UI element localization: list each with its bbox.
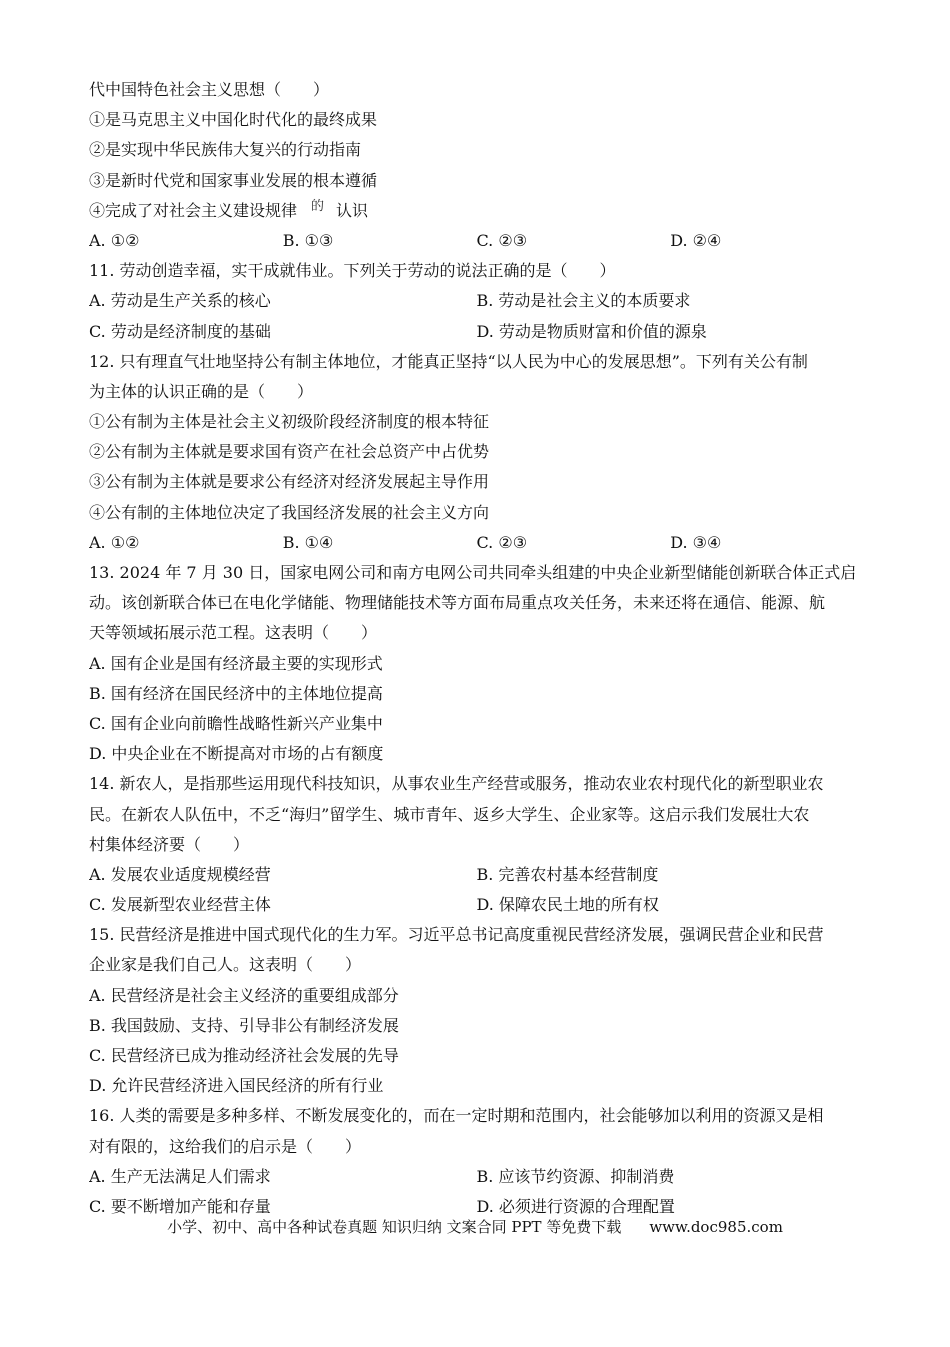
q13-stem-line-3: 天等领域拓展示范工程。这表明（ ）	[89, 623, 378, 643]
q16-option-a: A. 生产无法满足人们需求	[89, 1166, 271, 1186]
q16-option-c: C. 要不断增加产能和存量	[89, 1196, 271, 1216]
q14-option-a: A. 发展农业适度规模经营	[89, 864, 271, 884]
q10-item-2: ②是实现中华民族伟大复兴的行动指南	[89, 140, 362, 160]
q13-stem-line-2: 动。该创新联合体已在电化学储能、物理储能技术等方面布局重点攻关任务，未来还将在通信、能源、航	[89, 593, 826, 613]
q12-option-a: A. ①②	[89, 532, 140, 552]
q13-stem-line-1: 13. 2024 年 7 月 30 日，国家电网公司和南方电网公司共同牵头组建的中央企业新型储能创新联合体正式启	[89, 563, 857, 582]
q10-item-4-sup: 的	[311, 198, 325, 214]
q13-option-a: A. 国有企业是国有经济最主要的实现形式	[89, 653, 383, 673]
q10-item-4	[89, 196, 864, 226]
q12-options	[89, 528, 864, 558]
q12-item-1: ①公有制为主体是社会主义初级阶段经济制度的根本特征	[89, 412, 490, 432]
q10-option-c: C. ②③	[476, 230, 528, 250]
q11-stem: 11. 劳动创造幸福，实干成就伟业。下列关于劳动的说法正确的是（ ）	[89, 261, 616, 281]
q13-option-d: D. 中央企业在不断提高对市场的占有额度	[89, 744, 384, 764]
q10-item-4-post: 认识	[336, 200, 369, 220]
q12-item-2: ②公有制为主体就是要求国有资产在社会总资产中占优势	[89, 442, 490, 462]
q10-item-3: ③是新时代党和国家事业发展的根本遵循	[89, 170, 378, 190]
q12-item-3: ③公有制为主体就是要求公有经济对经济发展起主导作用	[89, 472, 490, 492]
q16-stem-line-1: 16. 人类的需要是多种多样、不断发展变化的，而在一定时期和范围内，社会能够加以利用的资源又是相	[89, 1106, 824, 1126]
q12-option-b: B. ①④	[282, 532, 334, 552]
q11-option-b: B. 劳动是社会主义的本质要求	[476, 291, 691, 311]
q16-option-d: D. 必须进行资源的合理配置	[476, 1196, 675, 1216]
q14-stem-line-2: 民。在新农人队伍中，不乏“海归”留学生、城市青年、返乡大学生、企业家等。这启示我们发展壮大农	[89, 804, 810, 824]
q10-option-b: B. ①③	[282, 230, 334, 250]
q12-stem-line-1: 12. 只有理直气壮地坚持公有制主体地位，才能真正坚持“以人民为中心的发展思想”。下列有关公有制	[89, 351, 808, 371]
q14-stem-line-1: 14. 新农人，是指那些运用现代科技知识，从事农业生产经营或服务，推动农业农村现代化的新型职业农	[89, 774, 824, 794]
q11-option-d: D. 劳动是物质财富和价值的源泉	[476, 321, 707, 341]
q10-option-d: D. ②④	[670, 230, 722, 250]
q10-item-1: ①是马克思主义中国化时代化的最终成果	[89, 110, 378, 130]
q14-option-d: D. 保障农民土地的所有权	[476, 895, 659, 915]
q10-option-a: A. ①②	[89, 230, 140, 250]
q11-option-c: C. 劳动是经济制度的基础	[89, 321, 271, 341]
q10-item-4-pre: ④完成了对社会主义建设规律	[89, 200, 298, 220]
q16-option-b: B. 应该节约资源、抑制消费	[476, 1166, 675, 1186]
q14-option-c: C. 发展新型农业经营主体	[89, 895, 271, 915]
q13-option-b: B. 国有经济在国民经济中的主体地位提高	[89, 683, 383, 703]
q14-options-row-2	[89, 890, 864, 920]
q15-option-b: B. 我国鼓励、支持、引导非公有制经济发展	[89, 1015, 399, 1035]
q10-options	[89, 226, 864, 256]
q12-option-d: D. ③④	[670, 532, 722, 552]
q13-option-c: C. 国有企业向前瞻性战略性新兴产业集中	[89, 713, 383, 733]
q15-stem-line-2: 企业家是我们自己人。这表明（ ）	[89, 955, 362, 975]
q15-option-c: C. 民营经济已成为推动经济社会发展的先导	[89, 1046, 399, 1065]
footer-url-link[interactable]: www.doc985.com	[649, 1218, 783, 1236]
question-list	[89, 75, 864, 1222]
q14-stem-line-3: 村集体经济要（ ）	[89, 834, 250, 854]
page-footer	[0, 1212, 950, 1242]
q15-stem-line-1: 15. 民营经济是推进中国式现代化的生力军。习近平总书记高度重视民营经济发展，强调民营企业和民营	[89, 925, 824, 945]
q15-option-d: D. 允许民营经济进入国民经济的所有行业	[89, 1076, 384, 1096]
q12-option-c: C. ②③	[476, 532, 528, 552]
footer-text: 小学、初中、高中各种试卷真题 知识归纳 文案合同 PPT 等免费下载	[167, 1218, 622, 1236]
q11-options-row-2	[89, 317, 864, 347]
q15-option-a: A. 民营经济是社会主义经济的重要组成部分	[89, 985, 399, 1005]
q12-stem-line-2: 为主体的认识正确的是（ ）	[89, 381, 314, 401]
q14-options-row-1	[89, 860, 864, 890]
q14-option-b: B. 完善农村基本经营制度	[476, 864, 659, 884]
q11-options-row-1	[89, 286, 864, 316]
q11-option-a: A. 劳动是生产关系的核心	[89, 291, 271, 311]
q16-stem-line-2: 对有限的，这给我们的启示是（ ）	[89, 1136, 362, 1156]
q16-options-row-1	[89, 1162, 864, 1192]
q12-item-4: ④公有制的主体地位决定了我国经济发展的社会主义方向	[89, 502, 490, 522]
q10-stem: 代中国特色社会主义思想（ ）	[89, 80, 330, 99]
